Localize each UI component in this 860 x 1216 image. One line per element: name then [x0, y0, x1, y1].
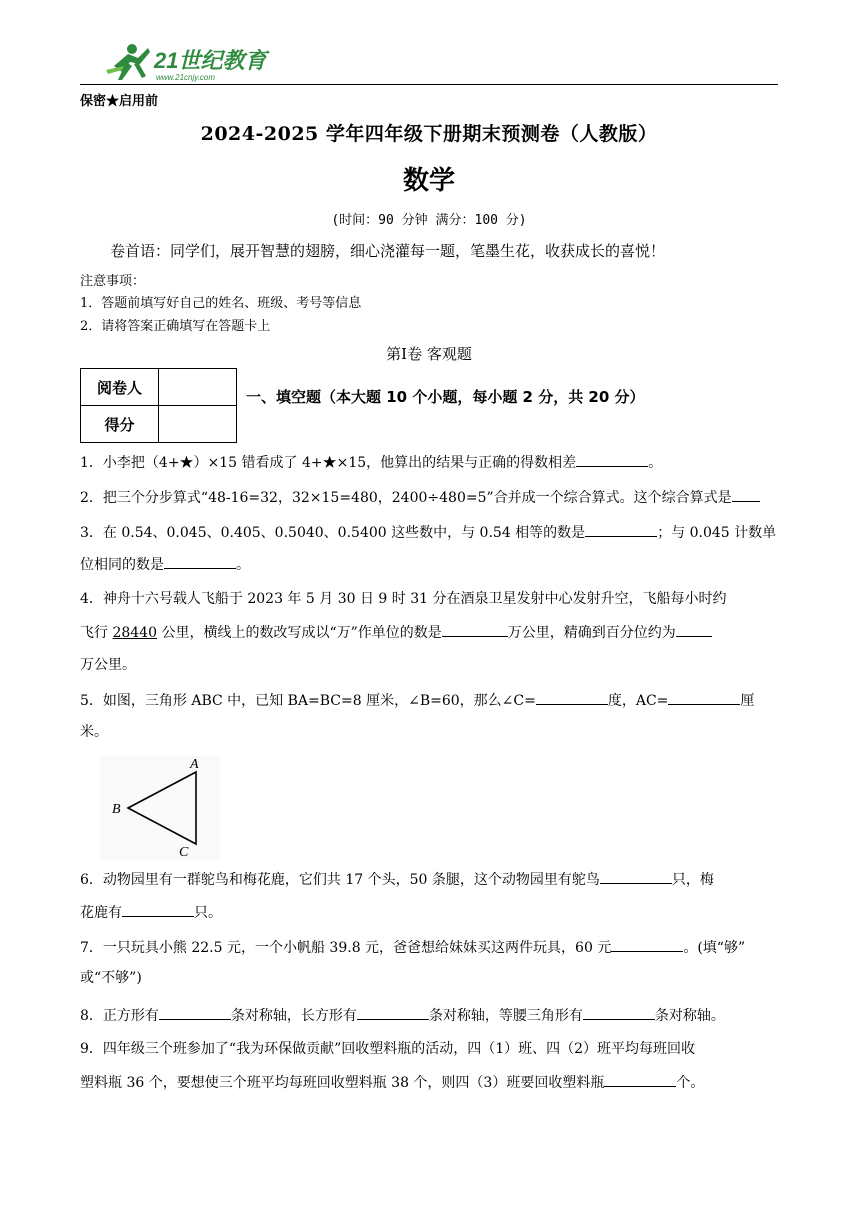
score-field[interactable]: [159, 406, 237, 443]
answer-blank[interactable]: [122, 902, 194, 917]
question-4-cont2: 万公里。: [80, 657, 136, 673]
logo-url: www.21cnjy.com: [156, 73, 215, 82]
time-info: (时间：90 分钟 满分：100 分): [331, 213, 527, 228]
notes-title: 注意事项：: [80, 274, 146, 289]
header-divider: [80, 84, 778, 85]
answer-blank[interactable]: [536, 690, 608, 705]
question-8: 8．正方形有 条对称轴，长方形有 条对称轴，等腰三角形有 条对称轴。: [80, 1005, 725, 1026]
question-4: 4．神舟十六号载人飞船于 2023 年 5 月 30 日 9 时 31 分在酒泉卫星发射中心发射升空，飞船每小时约: [80, 591, 727, 607]
question-6-cont: 花鹿有 只。: [80, 902, 222, 923]
answer-blank[interactable]: [668, 690, 740, 705]
reviewer-field[interactable]: [159, 369, 237, 406]
confidential-label: 保密★启用前: [80, 94, 159, 109]
logo-text: 21世纪教育: [154, 48, 267, 73]
question-3-cont: 位相同的数是 。: [80, 554, 250, 575]
note-item: 1．答题前填写好自己的姓名、班级、考号等信息: [80, 296, 362, 311]
answer-blank[interactable]: [357, 1005, 429, 1020]
question-7-cont: 或“不够”): [80, 970, 142, 986]
question-4-cont: 飞行 28440 公里，横线上的数改写成以“万”作单位的数是 万公里，精确到百分位约为: [80, 622, 712, 643]
answer-blank[interactable]: [600, 869, 672, 884]
answer-blank[interactable]: [442, 622, 508, 637]
exam-motto: 卷首语：同学们，展开智慧的翅膀，细心浇灌每一题，笔墨生花，收获成长的喜悦！: [110, 242, 666, 260]
vertex-c-label: C: [179, 845, 189, 860]
reviewer-label: 阅卷人: [81, 369, 159, 406]
question-3: 3．在 0.54、0.045、0.405、0.5040、0.5400 这些数中，与 0.54 相等的数是 ；与 0.045 计数单: [80, 522, 776, 543]
question-2: 2．把三个分步算式“48-16=32，32×15=480，2400÷480=5”合并成一个综合算式。这个综合算式是: [80, 487, 760, 508]
question-5: 5．如图，三角形 ABC 中，已知 BA=BC=8 厘米，∠B=60，那么∠C= 度，AC= 厘: [80, 690, 754, 711]
question-7: 7．一只玩具小熊 22.5 元，一个小帆船 39.8 元，爸爸想给妹妹买这两件玩具，60 元 。(填“够”: [80, 937, 745, 958]
site-logo: [104, 40, 274, 86]
question-1: 1．小李把（4+★）×15 错看成了 4+★×15，他算出的结果与正确的得数相差 。: [80, 452, 662, 473]
answer-blank[interactable]: [611, 937, 683, 952]
question-5-cont: 米。: [80, 724, 108, 740]
vertex-b-label: B: [112, 802, 121, 817]
runner-icon: [106, 44, 150, 80]
answer-blank[interactable]: [576, 452, 648, 467]
question-9: 9．四年级三个班参加了“我为环保做贡献”回收塑料瓶的活动，四（1）班、四（2）班平均每班回收: [80, 1041, 696, 1057]
answer-blank[interactable]: [583, 1005, 655, 1020]
section-label: 第Ⅰ卷 客观题: [386, 345, 472, 363]
triangle-figure: [100, 756, 220, 860]
note-item: 2．请将答案正确填写在答题卡上: [80, 319, 271, 334]
answer-blank[interactable]: [164, 554, 236, 569]
question-9-cont: 塑料瓶 36 个，要想使三个班平均每班回收塑料瓶 38 个，则四（3）班要回收塑料瓶 个。: [80, 1072, 704, 1093]
answer-blank[interactable]: [604, 1072, 676, 1087]
vertex-a-label: A: [190, 757, 199, 772]
score-label: 得分: [81, 406, 159, 443]
answer-blank[interactable]: [676, 622, 712, 637]
part1-heading: 一、填空题（本大题 10 个小题，每小题 2 分，共 20 分）: [246, 388, 645, 406]
question-6: 6．动物园里有一群鸵鸟和梅花鹿，它们共 17 个头，50 条腿，这个动物园里有鸵鸟 只，梅: [80, 869, 714, 890]
answer-blank[interactable]: [159, 1005, 231, 1020]
answer-blank[interactable]: [585, 522, 657, 537]
answer-blank[interactable]: [732, 487, 760, 502]
exam-title: 2024-2025 学年四年级下册期末预测卷（人教版）: [200, 123, 658, 145]
grader-table: [80, 368, 237, 443]
exam-subject: 数学: [402, 166, 455, 196]
